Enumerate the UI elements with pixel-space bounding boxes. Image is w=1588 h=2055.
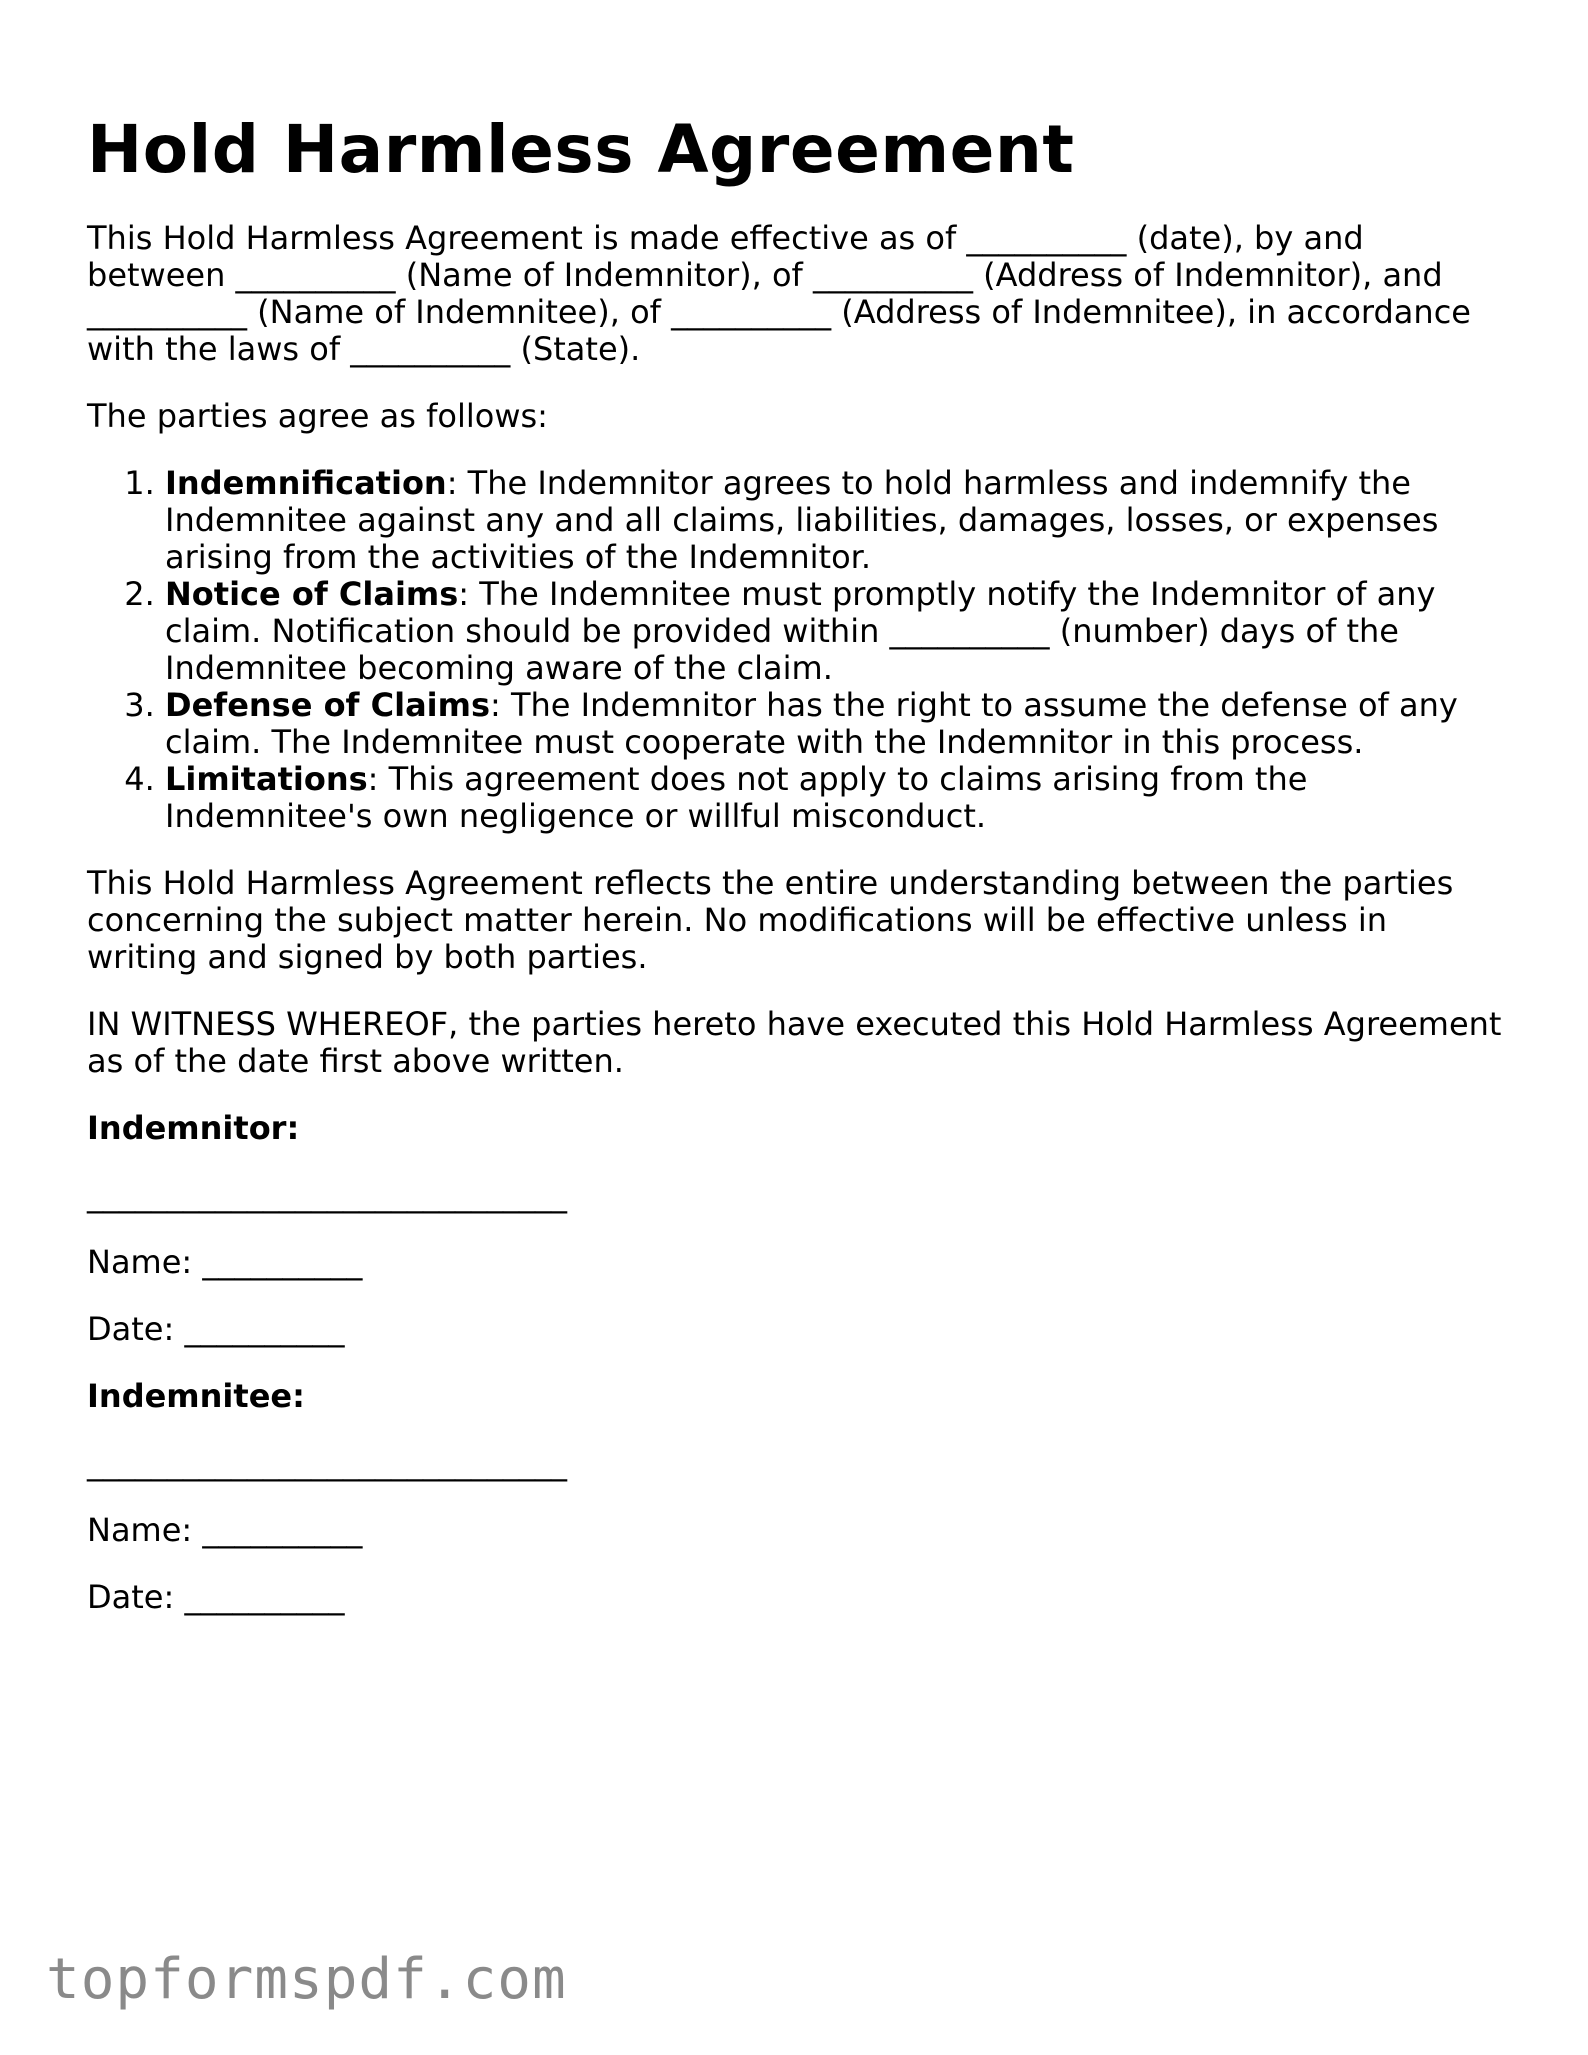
indemnitee-signature-line[interactable]: ______________________________ [87,1444,567,1482]
term-text: : This agreement does not apply to claims arising from the Indemnitee's own negligence or willful misconduct. [165,760,1308,835]
parties-agree-line: The parties agree as follows: [87,397,548,435]
term-text: : The Indemnitor has the right to assume the defense of any claim. The Indemnitee must cooperate with the Indemnitor in this process. [165,686,1458,761]
term-item-limitations [165,761,1507,835]
indemnitee-heading: Indemnitee: [87,1377,305,1415]
witness-paragraph: IN WITNESS WHEREOF, the parties hereto have executed this Hold Harmless Agreement as of the date first above written. [87,1005,1502,1080]
indemnitor-signature-line[interactable]: ______________________________ [87,1176,567,1214]
term-text: : The Indemnitor agrees to hold harmless and indemnify the Indemnitee against any and all claims, liabilities, damages, losses, or expenses arising from the activities of the Indemnitor. [165,464,1439,576]
indemnitor-heading: Indemnitor: [87,1109,300,1147]
indemnitor-signature-block [87,1110,1507,1348]
term-title: Limitations [165,760,368,798]
indemnitee-signature-block [87,1378,1507,1616]
term-item-defense-of-claims [165,687,1507,761]
term-title: Notice of Claims [165,575,459,613]
watermark-text: topformspdf.com [46,1947,567,2012]
term-item-notice-of-claims [165,576,1507,687]
indemnitee-name-field[interactable]: Name: __________ [87,1511,363,1549]
indemnitor-date-field[interactable]: Date: __________ [87,1310,345,1348]
indemnitee-date-field[interactable]: Date: __________ [87,1578,345,1616]
document-title: Hold Harmless Agreement [87,111,1075,188]
terms-list [87,465,1507,835]
term-title: Indemnification [165,464,447,502]
entire-agreement-paragraph: This Hold Harmless Agreement reflects the entire understanding between the parties concerning the subject matter herein. No modifications will be effective unless in writing and signed by both parties. [87,864,1454,976]
intro-paragraph: This Hold Harmless Agreement is made effective as of __________ (date), by and between __________ (Name of Indemnitor), of __________ (Address of Indemnitor), and __________ (Name of Indemnitee), of __________ (Address of Indemnitee), in accordance with the laws of __________ (State). [87,219,1471,368]
term-title: Defense of Claims [165,686,491,724]
term-item-indemnification [165,465,1507,576]
indemnitor-name-field[interactable]: Name: __________ [87,1243,363,1281]
document-page [87,110,1507,1616]
term-text: : The Indemnitee must promptly notify the Indemnitor of any claim. Notification should be provided within __________ (number) days of the Indemnitee becoming aware of the claim. [165,575,1436,687]
